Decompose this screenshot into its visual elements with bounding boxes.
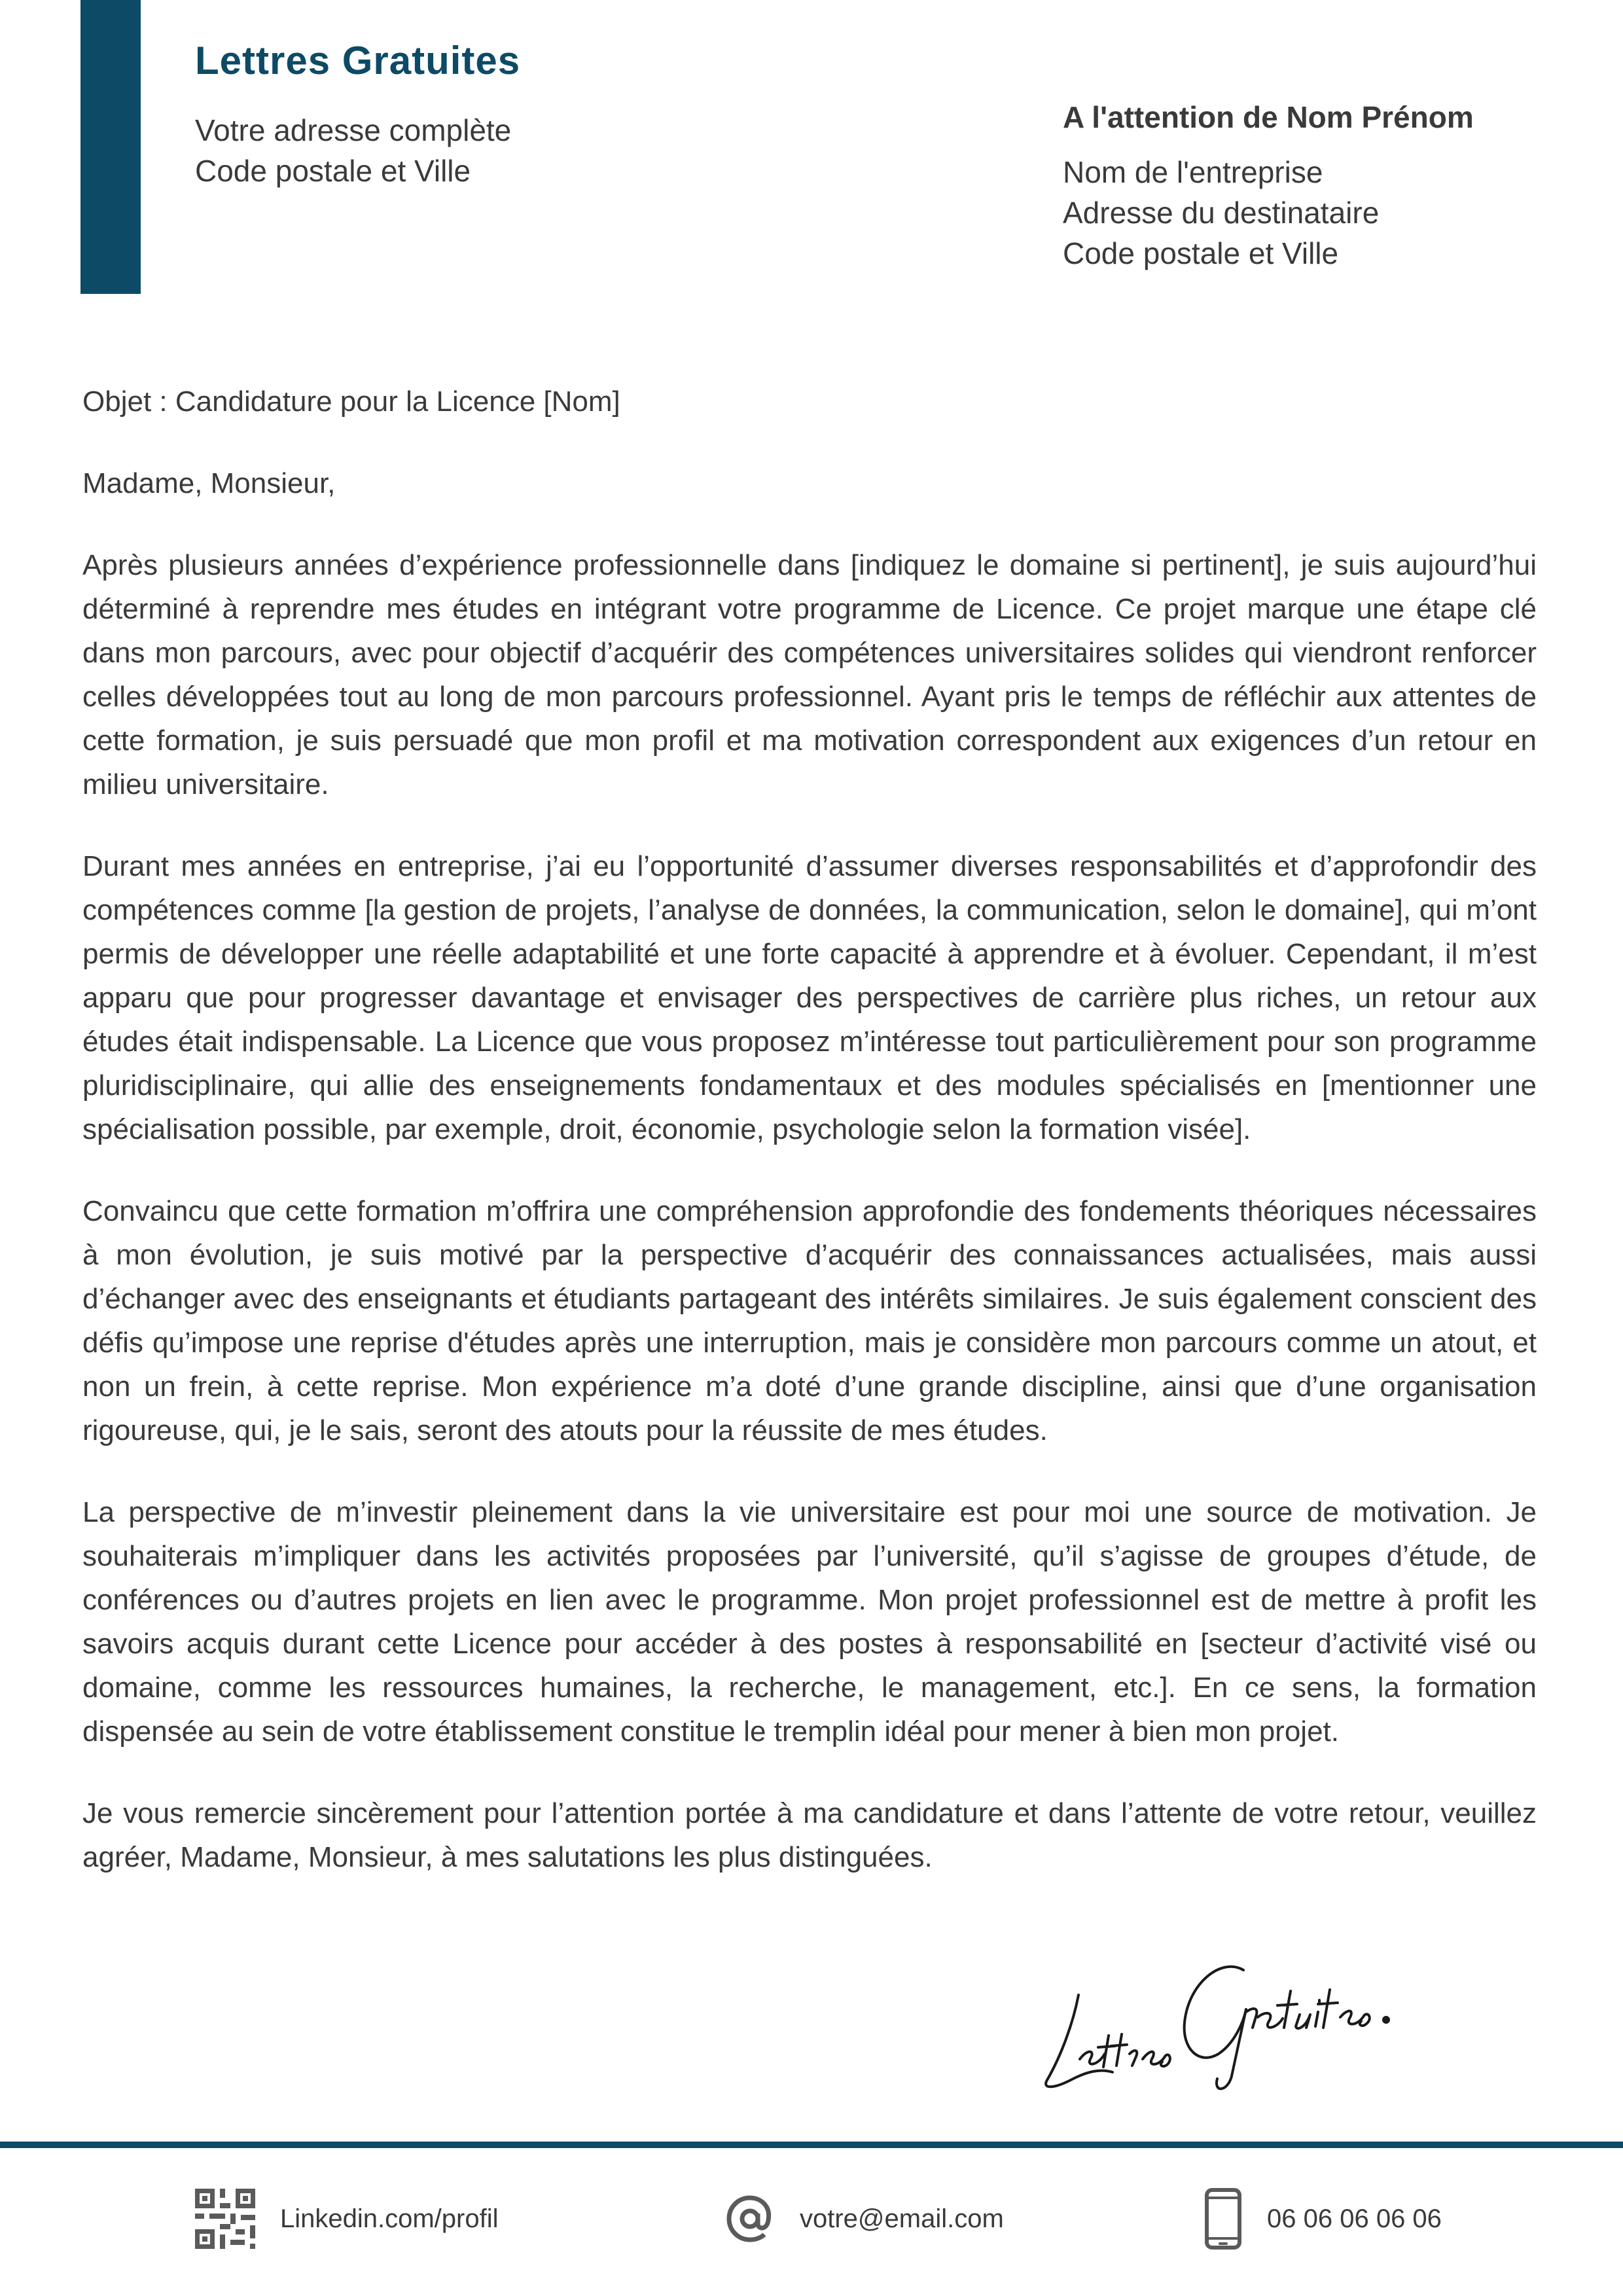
sender-address-line: Votre adresse complète — [195, 113, 512, 147]
footer-linkedin — [195, 2186, 499, 2251]
qr-code-icon — [195, 2189, 255, 2249]
recipient-company: Nom de l'entreprise — [1063, 155, 1323, 189]
sender-name: Lettres Gratuites — [195, 39, 521, 82]
footer-email — [725, 2186, 1004, 2251]
recipient-address: Adresse du destinataire — [1063, 196, 1380, 230]
at-sign-icon — [725, 2194, 775, 2244]
linkedin-text: Linkedin.com/profil — [280, 2204, 499, 2233]
footer-divider — [0, 2142, 1623, 2148]
letter-subject: Objet : Candidature pour la Licence [Nom] — [82, 386, 620, 418]
letter-paragraph: Convaincu que cette formation m’offrira une compréhension approfondie des fondements théoriques nécessaires à mon évolution, je suis motivé par la perspective d’acquérir des connaissances actualisées, mais aussi d’échanger avec des enseignants et étudiants partageant des intérêts similaires. Je suis également conscient des défis qu’impose une reprise d'études après une interruption, mais je considère mon parcours comme un atout, et non un frein, à cette reprise. Mon expérience m’a doté d’une grande discipline, ainsi que d’une organisation rigoureuse, qui, je le sais, seront des atouts pour la réussite de mes études. — [82, 1195, 1537, 1446]
recipient-block — [1063, 97, 1560, 274]
email-text: votre@email.com — [800, 2204, 1004, 2233]
letter-body — [82, 380, 1537, 1917]
phone-text: 06 06 06 06 06 — [1267, 2204, 1442, 2233]
letter-paragraph: Durant mes années en entreprise, j’ai eu l’opportunité d’assumer diverses responsabilités et d’approfondir des compétences comme [la gestion de projets, l’analyse de données, la communication, selon le domaine], qui m’ont permis de développer une réelle adaptabilité et une forte capacité à apprendre et à évoluer. Cependant, il m’est apparu que pour progresser davantage et envisager des perspectives de carrière plus riches, un retour aux études était indispensable. La Licence que vous proposez m’intéresse tout particulièrement pour son programme pluridisciplinaire, qui allie des enseignements fondamentaux et des modules spécialisés en [mentionner une spécialisation possible, par exemple, droit, économie, psychologie selon la formation visée]. — [82, 850, 1537, 1145]
sender-address — [195, 110, 511, 191]
recipient-attention: A l'attention de Nom Prénom — [1063, 100, 1474, 134]
handwritten-signature — [1027, 1944, 1433, 2101]
sender-city-line: Code postale et Ville — [195, 154, 471, 188]
recipient-city: Code postale et Ville — [1063, 236, 1339, 270]
letter-paragraph: La perspective de m’investir pleinement dans la vie universitaire est pour moi une source de motivation. Je souhaiterais m’impliquer dans les activités proposées par l’université, qu’il s’agisse de groupes d’étude, de conférences ou d’autres projets en lien avec le programme. Mon projet professionnel est de mettre à profit les savoirs acquis durant cette Licence pour accéder à des postes à responsabilité en [secteur d’activité visé ou domaine, comme les ressources humaines, la recherche, le management, etc.]. En ce sens, la formation dispensée au sein de votre établissement constitue le tremplin idéal pour mener à bien mon projet. — [82, 1496, 1537, 1748]
letter-salutation: Madame, Monsieur, — [82, 467, 336, 499]
footer-phone — [1204, 2186, 1442, 2251]
letter-closing: Je vous remercie sincèrement pour l’attention portée à ma candidature et dans l’attente de votre retour, veuillez agréer, Madame, Monsieur, à mes salutations les plus distinguées. — [82, 1797, 1537, 1873]
letter-paragraph: Après plusieurs années d’expérience professionnelle dans [indiquez le domaine si pertinent], je suis aujourd’hui déterminé à reprendre mes études en intégrant votre programme de Licence. Ce projet marque une étape clé dans mon parcours, avec pour objectif d’acquérir des compétences universitaires solides qui viendront renforcer celles développées tout au long de mon parcours professionnel. Ayant pris le temps de réfléchir aux attentes de cette formation, je suis persuadé que mon profil et ma motivation correspondent aux exigences d’un retour en milieu universitaire. — [82, 549, 1537, 800]
header-accent-bar — [80, 0, 141, 294]
mobile-phone-icon — [1204, 2187, 1242, 2250]
